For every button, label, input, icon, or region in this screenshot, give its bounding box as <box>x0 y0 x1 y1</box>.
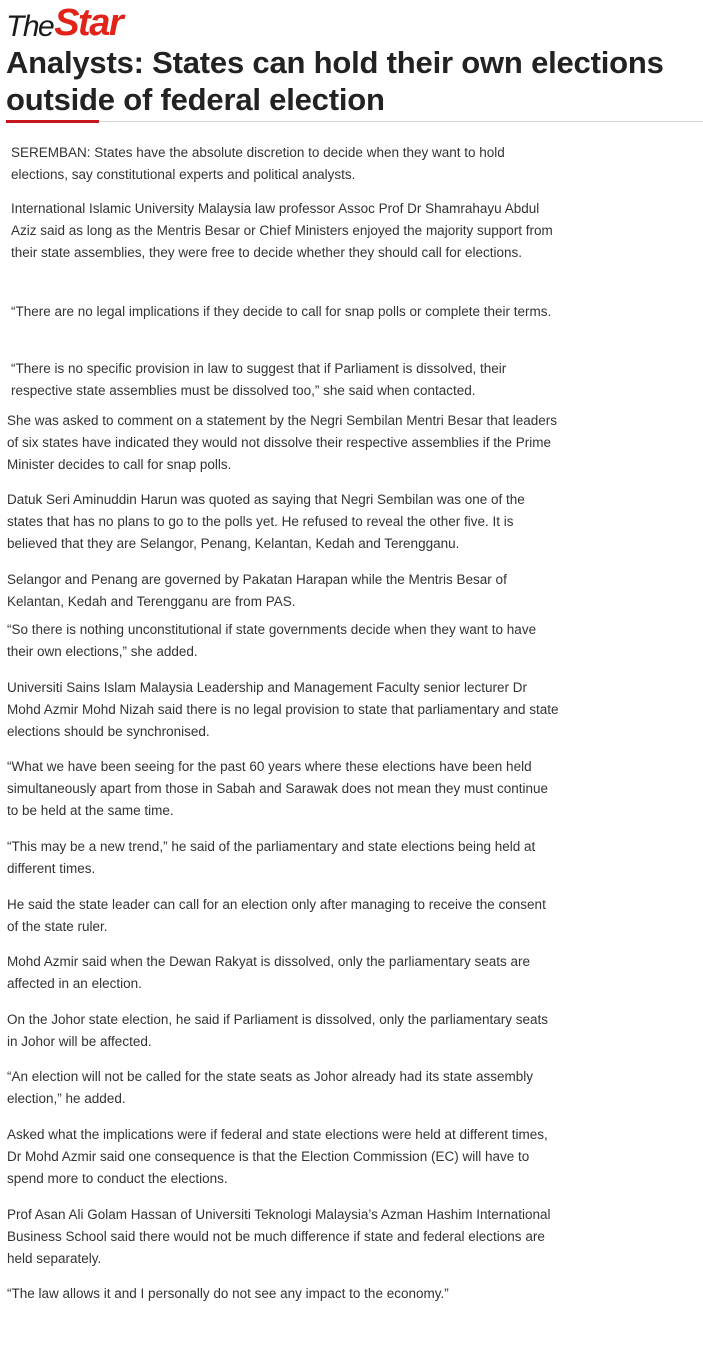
logo-star-text: Star <box>54 2 123 44</box>
article-headline: Analysts: States can hold their own elections outside of federal election <box>6 45 664 117</box>
article-paragraph: “An election will not be called for the state seats as Johor already had its state assembly election,” he added. <box>7 1069 534 1106</box>
article-paragraph: “The law allows it and I personally do not see any impact to the economy.” <box>7 1286 449 1301</box>
article-paragraph: SEREMBAN: States have the absolute discretion to decide when they want to hold elections, say constitutional experts and political analysts. <box>11 145 505 182</box>
site-logo[interactable] <box>6 0 122 42</box>
article-paragraph: “There are no legal implications if they decide to call for snap polls or complete their terms. <box>11 304 552 319</box>
article-paragraph: “There is no specific provision in law to suggest that if Parliament is dissolved, their respective state assemblies must be dissolved too,” she said when contacted. <box>11 361 507 398</box>
article-paragraph: Selangor and Penang are governed by Pakatan Harapan while the Mentris Besar of Kelantan, Kedah and Terengganu are from PAS. <box>7 572 507 609</box>
article-paragraph: “What we have been seeing for the past 60 years where these elections have been held simultaneously apart from those in Sabah and Sarawak does not mean they must continue to be held at the same time. <box>7 759 549 818</box>
article-paragraph: Asked what the implications were if federal and state elections were held at different times, Dr Mohd Azmir said one consequence is that the Election Commission (EC) will have to spend more to conduct the elections. <box>7 1127 548 1186</box>
article-paragraph: International Islamic University Malaysia law professor Assoc Prof Dr Shamrahayu Abdul Aziz said as long as the Mentris Besar or Chief Ministers enjoyed the majority support from their state assemblies, they were free to decide whether they should call for elections. <box>11 201 553 260</box>
headline-divider-accent <box>6 120 99 123</box>
article-paragraph: “So there is nothing unconstitutional if state governments decide when they want to have their own elections,” she added. <box>7 622 537 659</box>
article-paragraph: She was asked to comment on a statement by the Negri Sembilan Mentri Besar that leaders of six states have indicated they would not dissolve their respective assemblies if the Prime Minister decides to call for snap polls. <box>7 413 558 472</box>
article-paragraph: Prof Asan Ali Golam Hassan of Universiti Teknologi Malaysia’s Azman Hashim International Business School said there would not be much difference if state and federal elections are held separately. <box>7 1207 551 1266</box>
headline-divider <box>6 121 703 122</box>
article-paragraph: Datuk Seri Aminuddin Harun was quoted as saying that Negri Sembilan was one of the states that has no plans to go to the polls yet. He refused to reveal the other five. It is believed that they are Selangor, Penang, Kelantan, Kedah and Terengganu. <box>7 492 525 551</box>
article-paragraph: Universiti Sains Islam Malaysia Leadership and Management Faculty senior lecturer Dr Mohd Azmir Mohd Nizah said there is no legal provision to state that parliamentary and state elections should be synchronised. <box>7 680 559 739</box>
article-paragraph: Mohd Azmir said when the Dewan Rakyat is dissolved, only the parliamentary seats are affected in an election. <box>7 954 530 991</box>
article-paragraph: He said the state leader can call for an election only after managing to receive the consent of the state ruler. <box>7 897 546 934</box>
article-paragraph: “This may be a new trend,” he said of the parliamentary and state elections being held at different times. <box>7 839 536 876</box>
article-paragraph: On the Johor state election, he said if Parliament is dissolved, only the parliamentary seats in Johor will be affected. <box>7 1012 549 1049</box>
logo-the-text: The <box>6 10 54 43</box>
